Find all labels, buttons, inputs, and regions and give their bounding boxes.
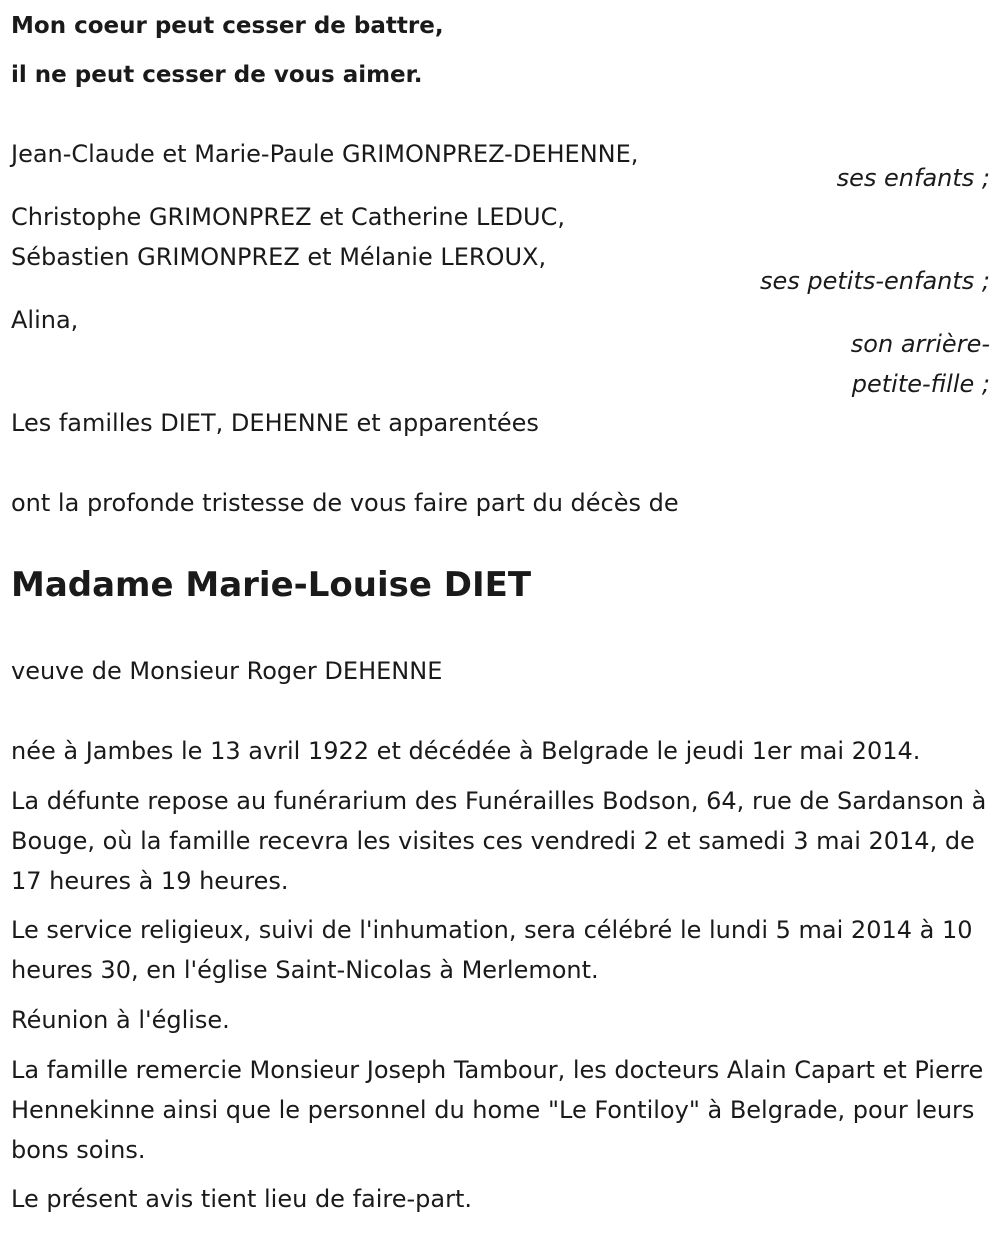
children-names: Jean-Claude et Marie-Paule GRIMONPREZ-DEHENNE, (11, 140, 639, 168)
great-granddaughter-relation-2: petite-fille ; (851, 370, 990, 398)
meeting-line: Réunion à l'église. (11, 1006, 230, 1034)
epigraph-line-2: il ne peut cesser de vous aimer. (11, 62, 423, 88)
great-granddaughter-relation-1: son arrière- (850, 330, 990, 358)
great-granddaughter-name: Alina, (11, 306, 79, 334)
thanks-paragraph: La famille remercie Monsieur Joseph Tambour, les docteurs Alain Capart et Pierre Hennekinne ainsi que le personnel du home "Le Fontiloy" à Belgrade, pour leurs bons soins. (11, 1056, 984, 1164)
grandchild-couple-2: Sébastien GRIMONPREZ et Mélanie LEROUX, (11, 243, 547, 271)
epigraph-line-1: Mon coeur peut cesser de battre, (11, 13, 444, 39)
grandchild-couple-1: Christophe GRIMONPREZ et Catherine LEDUC, (11, 203, 565, 231)
families-line: Les familles DIET, DEHENNE et apparentées (11, 409, 539, 437)
notice-line: Le présent avis tient lieu de faire-part. (11, 1185, 473, 1213)
announcement-line: ont la profonde tristesse de vous faire part du décès de (11, 489, 679, 517)
deceased-name: Madame Marie-Louise DIET (11, 565, 532, 605)
birth-death-line: née à Jambes le 13 avril 1922 et décédée à Belgrade le jeudi 1er mai 2014. (11, 737, 921, 765)
repose-paragraph: La défunte repose au funérarium des Funérailles Bodson, 64, rue de Sardanson à Bouge, où la famille recevra les visites ces vendredi 2 et samedi 3 mai 2014, de 17 heures à 19 heures. (11, 787, 987, 895)
widow-of-line: veuve de Monsieur Roger DEHENNE (11, 657, 443, 685)
grandchildren-relation: ses petits-enfants ; (759, 267, 990, 295)
children-relation: ses enfants ; (836, 164, 990, 192)
service-paragraph: Le service religieux, suivi de l'inhumation, sera célébré le lundi 5 mai 2014 à 10 heures 30, en l'église Saint-Nicolas à Merlemont. (11, 916, 973, 984)
